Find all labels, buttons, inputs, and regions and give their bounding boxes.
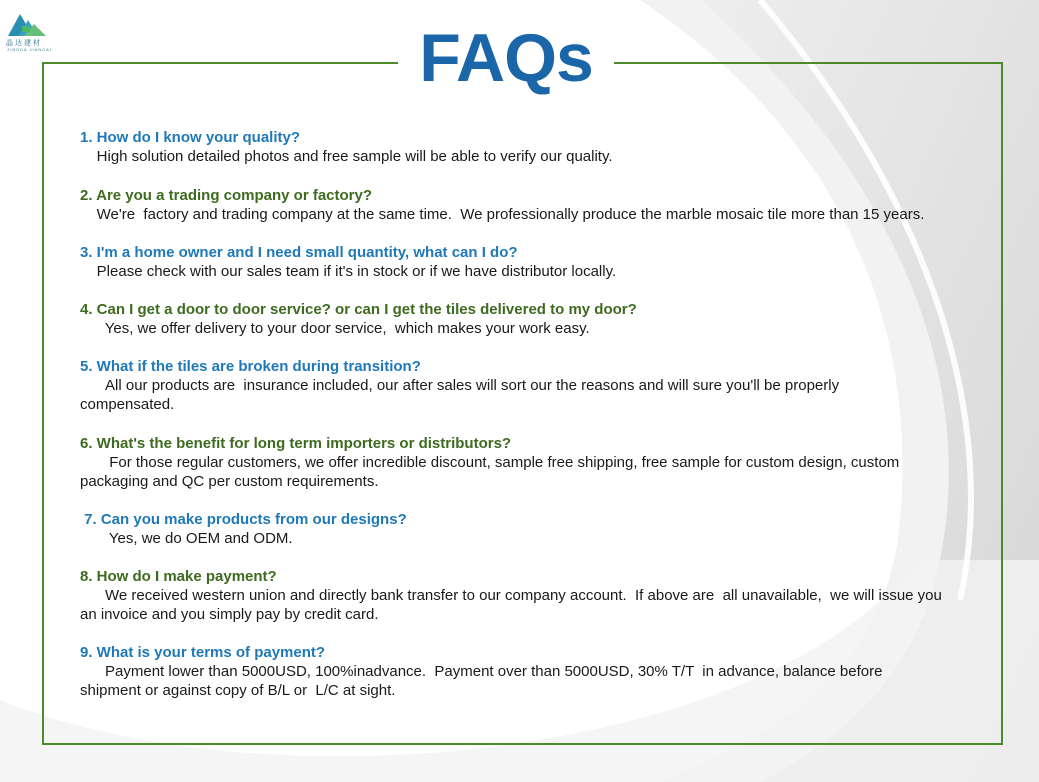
page-title: FAQs [398, 20, 614, 96]
faq-question: 7. Can you make products from our designs? [80, 511, 407, 528]
faq-item-4 [80, 300, 980, 338]
faq-item-9 [80, 643, 980, 700]
faq-question: 1. How do I know your quality? [80, 129, 301, 146]
faq-question: 8. How do I make payment? [80, 568, 277, 585]
faq-item-5 [80, 357, 980, 414]
mountain-logo-icon [4, 8, 50, 38]
faq-question: 6. What's the benefit for long term importers or distributors? [80, 435, 512, 452]
faq-item-6 [80, 434, 980, 491]
faq-answer: We're factory and trading company at the same time. We professionally produce the marble mosaic tile more than 15 years. [80, 206, 925, 223]
faq-answer: All our products are insurance included, our after sales will sort our the reasons and will sure you'll be properly compensated. [80, 377, 844, 413]
faq-answer: We received western union and directly bank transfer to our company account. If above are all unavailable, we will issue you an invoice and you simply pay by credit card. [80, 587, 947, 623]
faq-question: 4. Can I get a door to door service? or can I get the tiles delivered to my door? [80, 301, 637, 318]
faq-question: 5. What if the tiles are broken during transition? [80, 358, 421, 375]
faq-question: 3. I'm a home owner and I need small quantity, what can I do? [80, 244, 518, 261]
logo-brand-english: JINGDA JIANCAI [7, 47, 52, 52]
logo-brand-chinese: 晶达建材 [6, 40, 42, 47]
faq-answer: Please check with our sales team if it's in stock or if we have distributor locally. [80, 263, 617, 280]
faq-item-1 [80, 128, 980, 166]
faq-item-3 [80, 243, 980, 281]
faq-answer: For those regular customers, we offer incredible discount, sample free shipping, free sample for custom design, custom packaging and QC per custom requirements. [80, 454, 904, 490]
faq-question: 9. What is your terms of payment? [80, 644, 326, 661]
company-logo [4, 8, 54, 52]
faq-item-2 [80, 186, 980, 224]
faq-answer: Payment lower than 5000USD, 100%inadvance. Payment over than 5000USD, 30% T/T in advance, balance before shipment or against copy of B/L or L/C at sight. [80, 663, 887, 699]
faq-answer: High solution detailed photos and free sample will be able to verify our quality. [80, 148, 613, 165]
faq-answer: Yes, we do OEM and ODM. [80, 530, 293, 547]
faq-question: 2. Are you a trading company or factory? [80, 187, 373, 204]
faq-item-7 [80, 510, 980, 548]
faq-item-8 [80, 567, 980, 624]
faq-answer: Yes, we offer delivery to your door service, which makes your work easy. [80, 320, 590, 337]
